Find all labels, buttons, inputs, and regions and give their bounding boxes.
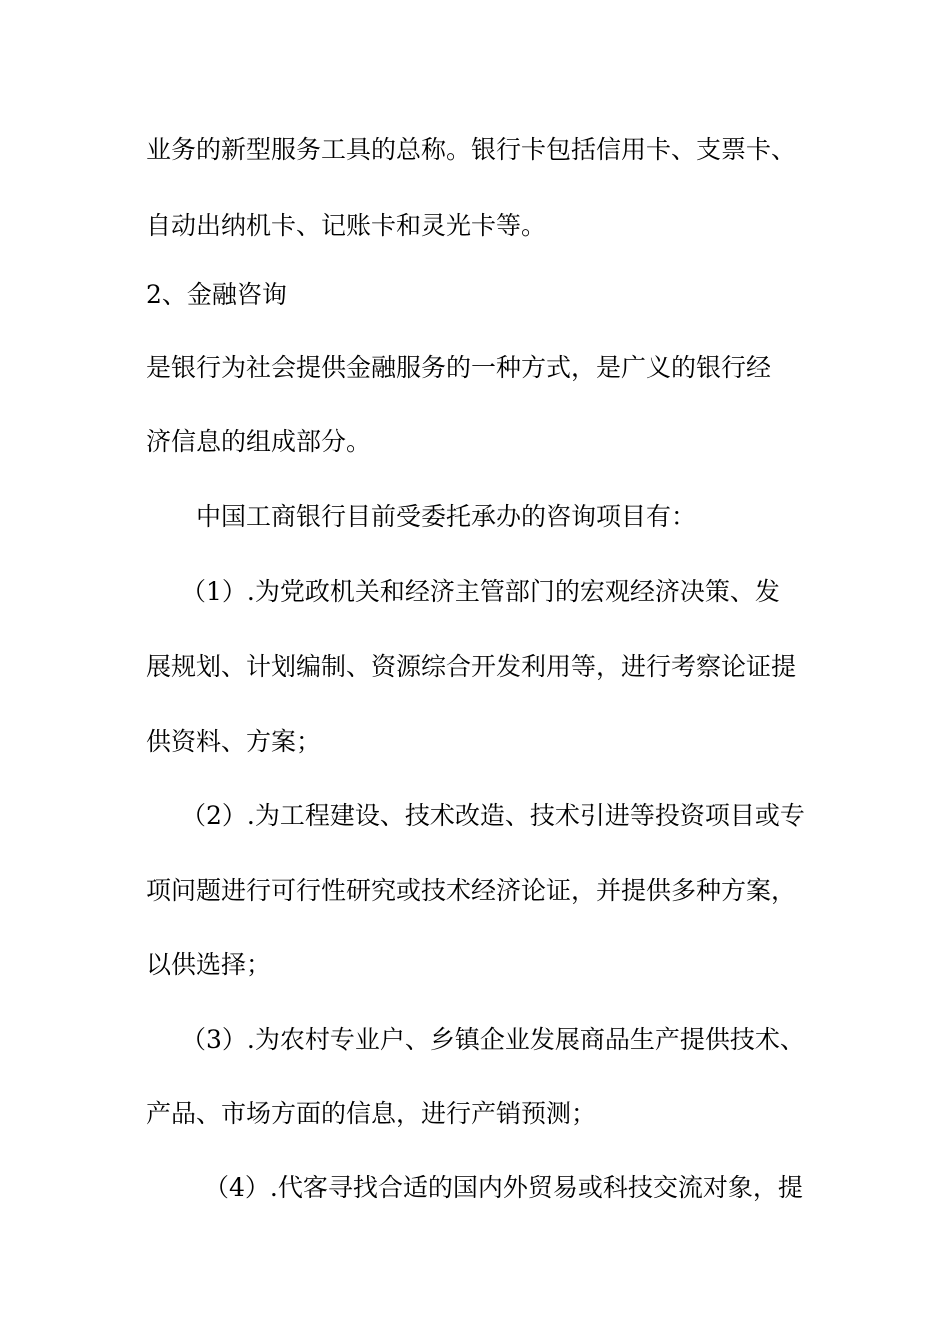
list-item-3: （3）.为农村专业户、乡镇企业发展商品生产提供技术、 — [181, 1025, 805, 1054]
text-line: 自动出纳机卡、记账卡和灵光卡等。 — [146, 211, 547, 240]
text-line: 供资料、方案； — [146, 727, 322, 756]
text-line: 业务的新型服务工具的总称。银行卡包括信用卡、支票卡、 — [146, 135, 797, 164]
text-line: 以供选择； — [146, 950, 272, 979]
text-line: 项问题进行可行性研究或技术经济论证，并提供多种方案， — [146, 876, 797, 905]
text-line: 济信息的组成部分。 — [146, 427, 372, 456]
paragraph-intro: 中国工商银行目前受委托承办的咨询项目有： — [196, 502, 697, 531]
list-item-1: （1）.为党政机关和经济主管部门的宏观经济决策、发 — [181, 577, 780, 606]
text-line: 产品、市场方面的信息，进行产销预测； — [146, 1099, 597, 1128]
list-item-2: （2）.为工程建设、技术改造、技术引进等投资项目或专 — [181, 801, 805, 830]
section-heading: 2、金融咨询 — [146, 280, 287, 309]
text-line: 展规划、计划编制、资源综合开发利用等，进行考察论证提 — [146, 652, 797, 681]
list-item-4: （4）.代客寻找合适的国内外贸易或科技交流对象，提 — [204, 1173, 803, 1202]
text-line: 是银行为社会提供金融服务的一种方式，是广义的银行经 — [146, 353, 772, 382]
